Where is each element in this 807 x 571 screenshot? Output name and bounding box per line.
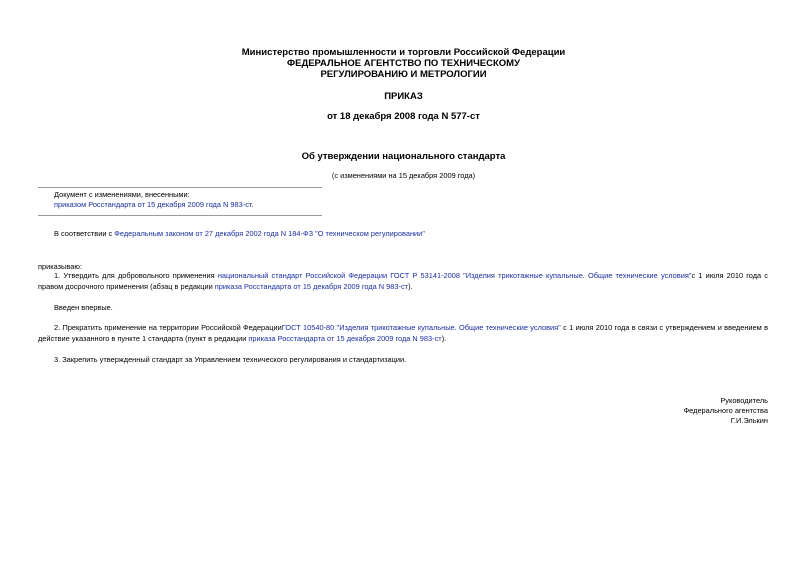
- gost-r-53141-link[interactable]: национальный стандарт Российской Федерации ГОСТ Р 53141-2008 "Изделия трикотажные купальные. Общие технические условия": [217, 271, 692, 280]
- note-top-rule: [38, 187, 322, 188]
- intro-note: Введен впервые.: [54, 303, 113, 312]
- preamble: [54, 229, 425, 239]
- agency-name-line1: ФЕДЕРАЛЬНОЕ АГЕНТСТВО ПО ТЕХНИЧЕСКОМУ: [287, 58, 520, 69]
- note-tail: .: [251, 200, 254, 209]
- note-amendment-link[interactable]: приказом Росстандарта от 15 декабря 2009 года N 983-ст: [54, 200, 252, 209]
- document-title: Об утверждении национального стандарта: [301, 151, 506, 162]
- document-date: от 18 декабря 2008 года N 577-ст: [327, 111, 480, 122]
- preamble-text: В соответствии с: [54, 229, 115, 238]
- item-1-text1: 1. Утвердить для добровольного применения: [54, 271, 218, 280]
- document-type: ПРИКАЗ: [384, 91, 423, 102]
- item-1-text2: с 1 июля 2010 года с правом досрочного применения (абзац в редакции: [38, 271, 769, 291]
- signature-name: Г.И.Элькин: [730, 416, 768, 425]
- item-1-amendment-link[interactable]: приказа Росстандарта от 15 декабря 2009 года N 983-ст: [214, 281, 409, 291]
- federal-law-link[interactable]: Федеральным законом от 27 декабря 2002 года N 184-ФЗ "О техническом регулировании": [114, 229, 425, 238]
- item-1: [38, 271, 768, 292]
- note-line2: [54, 200, 254, 210]
- orders-word: приказываю:: [38, 262, 82, 271]
- note-line1: Документ с изменениями, внесенными:: [54, 190, 190, 199]
- item-1-text3: ).: [408, 281, 413, 291]
- gost-10540-link[interactable]: ГОСТ 10540-80 "Изделия трикотажные купальные. Общие технические условия": [281, 323, 561, 332]
- signature-position2: Федерального агентства: [683, 406, 768, 415]
- item-2-text1: 2. Прекратить применение на территории Российской Федерации: [54, 323, 282, 332]
- ministry-name: Министерство промышленности и торговли Российской Федерации: [241, 47, 566, 58]
- item-2-text3: ).: [441, 333, 447, 343]
- item-3: 3. Закрепить утвержденный стандарт за Управлением технического регулирования и стандартизации.: [54, 355, 407, 364]
- item-2: [38, 323, 768, 344]
- note-bottom-rule: [38, 215, 322, 216]
- item-2-amendment-link[interactable]: приказа Росстандарта от 15 декабря 2009 года N 983-ст: [248, 333, 442, 343]
- agency-name-line2: РЕГУЛИРОВАНИЮ И МЕТРОЛОГИИ: [320, 69, 487, 80]
- item-2-text2: с 1 июля 2010 года в связи с утверждением и введением в действие указанного в пункте 1 стандарта (пункт в редакции: [38, 323, 768, 343]
- signature-position1: Руководитель: [720, 396, 768, 405]
- changes-note: (с изменениями на 15 декабря 2009 года): [331, 171, 476, 180]
